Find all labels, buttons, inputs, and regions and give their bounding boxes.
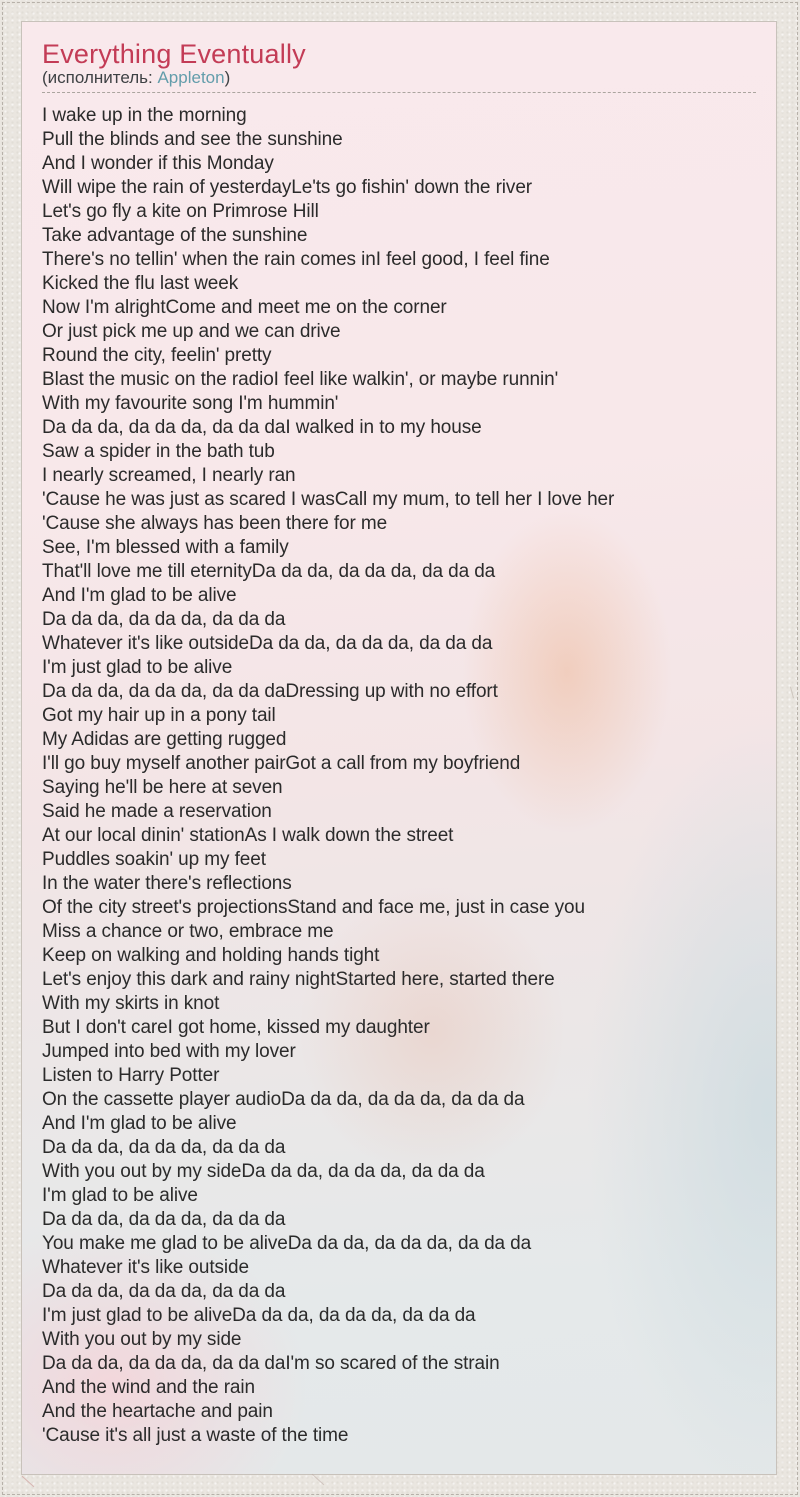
lyric-line: 'Cause it's all just a waste of the time — [42, 1425, 349, 1446]
lyric-line: Round the city, feelin' pretty — [42, 345, 272, 366]
lyric-line: See, I'm blessed with a family — [42, 537, 289, 558]
artist-line — [42, 68, 756, 88]
lyric-line: Saying he'll be here at seven — [42, 777, 283, 798]
lyric-line: I'm just glad to be aliveDa da da, da da da, da da da — [42, 1305, 476, 1326]
lyric-line: Got my hair up in a pony tail — [42, 705, 276, 726]
lyric-line: With you out by my side — [42, 1329, 242, 1350]
lyric-line: Said he made a reservation — [42, 801, 272, 822]
lyric-line: With my favourite song I'm hummin' — [42, 393, 339, 414]
dotted-separator — [42, 92, 756, 93]
lyric-line: And the wind and the rain — [42, 1377, 255, 1398]
texture-scratch-mark — [790, 687, 794, 699]
lyric-line: Da da da, da da da, da da da — [42, 609, 286, 630]
lyric-line: Da da da, da da da, da da da — [42, 1281, 286, 1302]
lyric-line: Jumped into bed with my lover — [42, 1041, 296, 1062]
lyric-line: At our local dinin' stationAs I walk down the street — [42, 825, 454, 846]
content-panel — [21, 21, 777, 1475]
lyric-line: And I wonder if this Monday — [42, 153, 274, 174]
lyric-line: That'll love me till eternityDa da da, da da da, da da da — [42, 561, 496, 582]
lyric-line: Whatever it's like outsideDa da da, da da da, da da da — [42, 633, 493, 654]
lyric-line: Whatever it's like outside — [42, 1257, 249, 1278]
lyric-line: Let's go fly a kite on Primrose Hill — [42, 201, 319, 222]
lyric-line: 'Cause she always has been there for me — [42, 513, 388, 534]
lyric-line: I'm glad to be alive — [42, 1185, 198, 1206]
lyric-line: On the cassette player audioDa da da, da da da, da da da — [42, 1089, 525, 1110]
lyric-line: I'm just glad to be alive — [42, 657, 233, 678]
lyric-line: But I don't careI got home, kissed my daughter — [42, 1017, 430, 1038]
texture-scratch-mark — [312, 1474, 325, 1485]
artist-link[interactable]: Appleton — [157, 68, 225, 87]
lyric-line: Da da da, da da da, da da daDressing up with no effort — [42, 681, 498, 702]
lyric-line: Da da da, da da da, da da daI'm so scared of the strain — [42, 1353, 500, 1374]
artist-label-prefix: (исполнитель: — [42, 68, 158, 87]
lyric-line: Will wipe the rain of yesterdayLe'ts go fishin' down the river — [42, 177, 533, 198]
lyric-line: With you out by my sideDa da da, da da da, da da da — [42, 1161, 485, 1182]
lyric-line: With my skirts in knot — [42, 993, 220, 1014]
lyric-line: In the water there's reflections — [42, 873, 292, 894]
lyric-line: I nearly screamed, I nearly ran — [42, 465, 296, 486]
lyric-line: Let's enjoy this dark and rainy nightStarted here, started there — [42, 969, 555, 990]
lyric-line: Da da da, da da da, da da da — [42, 1137, 286, 1158]
lyric-line: And the heartache and pain — [42, 1401, 273, 1422]
lyric-line: Keep on walking and holding hands tight — [42, 945, 380, 966]
lyric-line: Now I'm alrightCome and meet me on the corner — [42, 297, 447, 318]
lyric-line: Or just pick me up and we can drive — [42, 321, 341, 342]
lyric-line: There's no tellin' when the rain comes inI feel good, I feel fine — [42, 249, 550, 270]
lyric-line: Da da da, da da da, da da da — [42, 1209, 286, 1230]
song-title: Everything Eventually — [42, 39, 306, 69]
lyric-line: 'Cause he was just as scared I wasCall my mum, to tell her I love her — [42, 489, 615, 510]
lyric-line: Blast the music on the radioI feel like walkin', or maybe runnin' — [42, 369, 559, 390]
lyric-line: Saw a spider in the bath tub — [42, 441, 275, 462]
lyric-line: Pull the blinds and see the sunshine — [42, 129, 343, 150]
texture-scratch-mark — [22, 1476, 35, 1487]
lyric-line: And I'm glad to be alive — [42, 1113, 237, 1134]
lyric-line: You make me glad to be aliveDa da da, da da da, da da da — [42, 1233, 532, 1254]
lyrics-text — [42, 104, 756, 1448]
lyric-line: Of the city street's projectionsStand and face me, just in case you — [42, 897, 585, 918]
lyric-line: I wake up in the morning — [42, 105, 247, 126]
lyric-line: Listen to Harry Potter — [42, 1065, 220, 1086]
lyric-line: And I'm glad to be alive — [42, 585, 237, 606]
artist-label-suffix: ) — [224, 68, 231, 87]
lyric-line: Miss a chance or two, embrace me — [42, 921, 334, 942]
lyric-line: Puddles soakin' up my feet — [42, 849, 266, 870]
lyric-line: Kicked the flu last week — [42, 273, 239, 294]
lyric-line: Take advantage of the sunshine — [42, 225, 308, 246]
lyric-line: My Adidas are getting rugged — [42, 729, 287, 750]
lyric-line: I'll go buy myself another pairGot a call from my boyfriend — [42, 753, 521, 774]
lyric-line: Da da da, da da da, da da daI walked in to my house — [42, 417, 482, 438]
